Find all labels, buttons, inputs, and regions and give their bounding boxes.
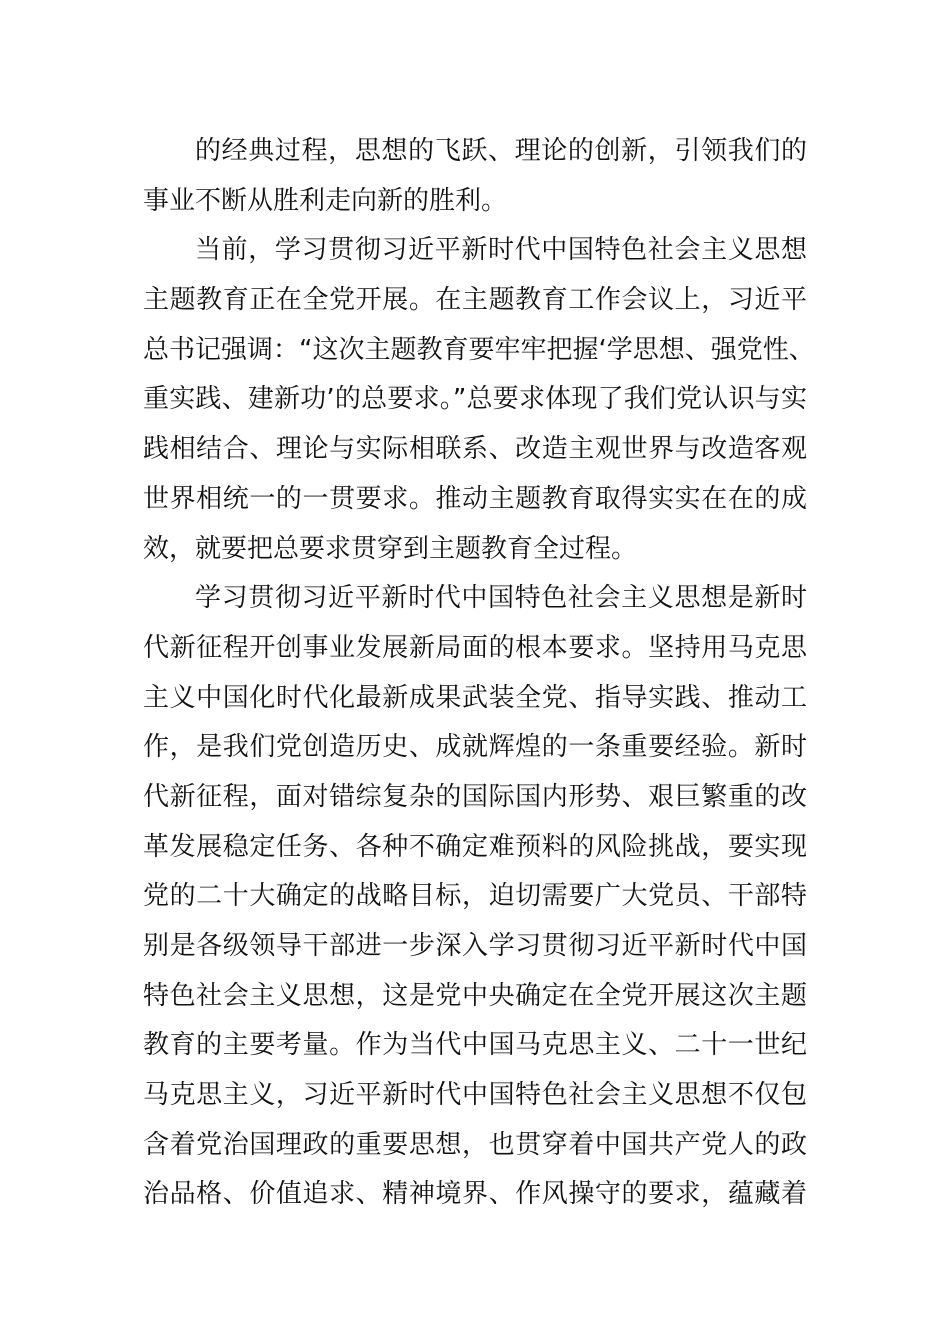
- text-line: 当前，学习贯彻习近平新时代中国特色社会主义思想: [195, 235, 807, 266]
- text-line: 学习贯彻习近平新时代中国特色社会主义思想是新时: [195, 583, 807, 614]
- text-line: 别是各级领导干部进一步深入学习贯彻习近平新时代中国: [143, 931, 807, 961]
- text-line: 总书记强调：“这次主题教育要牢牢把握‘学思想、强党性、: [143, 334, 815, 365]
- text-line: 革发展稳定任务、各种不确定难预料的风险挑战，要实现: [143, 831, 807, 862]
- text-line: 事业不断从胜利走向新的胜利。: [143, 185, 508, 216]
- text-line: 治品格、价值追求、精神境界、作风操守的要求，蕴藏着: [143, 1179, 807, 1210]
- text-line: 作，是我们党创造历史、成就辉煌的一条重要经验。新时: [143, 732, 807, 763]
- text-line: 代新征程，面对错综复杂的国际国内形势、艰巨繁重的改: [143, 781, 807, 812]
- text-line: 马克思主义，习近平新时代中国特色社会主义思想不仅包: [143, 1080, 807, 1111]
- document-body: [143, 127, 815, 1220]
- text-line: 主义中国化时代化最新成果武装全党、指导实践、推动工: [143, 682, 807, 713]
- text-line: 代新征程开创事业发展新局面的根本要求。坚持用马克思: [143, 632, 807, 663]
- text-line: 践相结合、理论与实际相联系、改造主观世界与改造客观: [143, 434, 807, 465]
- text-line: 主题教育正在全党开展。在主题教育工作会议上，习近平: [143, 285, 807, 316]
- text-line: 效，就要把总要求贯穿到主题教育全过程。: [143, 533, 638, 564]
- text-line: 含着党治国理政的重要思想，也贯穿着中国共产党人的政: [143, 1129, 807, 1160]
- text-line: 世界相统一的一贯要求。推动主题教育取得实实在在的成: [143, 483, 807, 514]
- text-line: 党的二十大确定的战略目标，迫切需要广大党员、干部特: [143, 881, 807, 912]
- text-line: 重实践、建新功’的总要求。”总要求体现了我们党认识与实: [143, 384, 807, 415]
- text-line: 的经典过程，思想的飞跃、理论的创新，引领我们的: [195, 136, 807, 166]
- text-line: 教育的主要考量。作为当代中国马克思主义、二十一世纪: [143, 1030, 807, 1061]
- text-line: 特色社会主义思想，这是党中央确定在全党开展这次主题: [143, 980, 807, 1011]
